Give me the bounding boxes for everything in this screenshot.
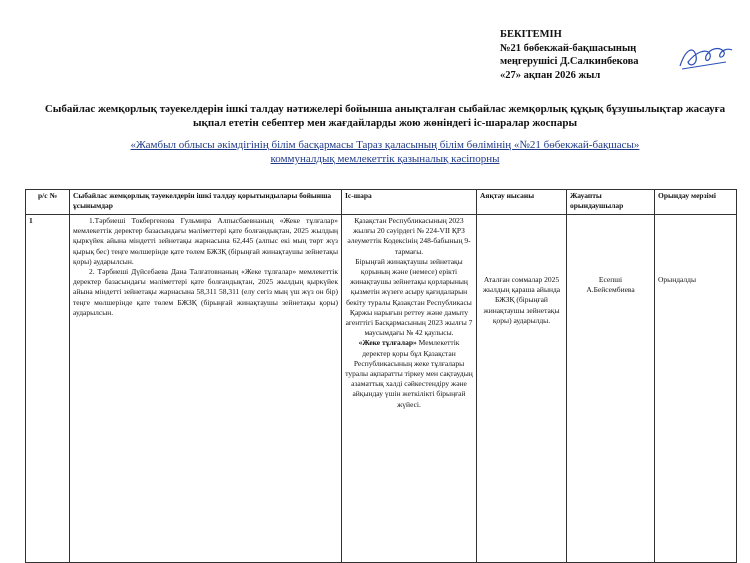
- document-title: Сыбайлас жемқорлық тәуекелдерін ішкі талдау нәтижелері бойынша анықталған сыбайлас жемқорлық құқық бұзушылықтар жасауға ықпал ететін себептер мен жағдайларды жою жөніндегі іс-шаралар жоспары: [44, 103, 726, 129]
- header-form: Аяқтау нысаны: [477, 190, 567, 215]
- subtitle-line-2: коммуналдық мемлекеттік қазыналық кәсіпорны: [270, 153, 500, 165]
- header-deadline: Орындау мерзімі: [655, 190, 737, 215]
- subtitle-line-1: «Жамбыл облысы әкімдігінің білім басқармасы Тараз қаласының білім бөлімінің «№21 бөбекжай-бақшасы»: [130, 139, 640, 151]
- approval-block: [500, 28, 639, 82]
- action-database-note: [345, 338, 473, 409]
- completion-form-cell: Аталған соммалар 2025 жылдың қараша айында БЖЗҚ (бірыңғай жинақтаушы зейнетақы қоры) аударылды.: [477, 215, 567, 563]
- proposal-item-1: 1.Тәрбиеші Токбергенова Гульмира Алпысбаевнаның «Жеке тұлғалар» мемлекеттік деректер базасындағы мәліметтері қате болғандықтан, 2025 жылдың қыркүйек айына міндетті зейнетақы жарнасына 62,445 (алпыс екі мың төрт жүз қырық бес) теңге мөлшерінде қате төлем БЖЗҚ (бірыңғай жинақтаушы зейнетақы қоры) аударылсын.: [73, 216, 338, 266]
- approval-head-name: меңгерушісі Д.Салкинбекова: [500, 56, 639, 67]
- action-regulation: Бірыңғай жинақтаушы зейнетақы қорының және (немесе) ерікті жинақтаушы зейнетақы қорларының қызметін жүзеге асыру қағидаларын бекіту туралы Қазақстан Республикасы Қаржы нарығын реттеу және дамыту агенттігі Басқармасының 2023 жылғы 7 маусымдағы № 42 қаулысы.: [345, 256, 473, 338]
- action-plan-table: [25, 189, 737, 563]
- action-legal-basis: Қазақстан Республикасының 2023 жылғы 20 сәуірдегі № 224-VII ҚРЗ әлеуметтік Кодексінің 248-бабының 9-тармағы.: [347, 216, 471, 256]
- proposal-item-2: 2. Тәрбиеші Дүйсебаева Дана Талғатовнаның «Жеке тұлғалар» мемлекеттік деректер базасындағы мәліметтері қате болғандықтан, 2025 жылдың қыркүйек айына міндетті зейнетақы жарнасына 58,311 58,311 (елу сегіз мың үш жүз он бір) теңге мөлшерінде қате төлем БЖЗҚ (бірыңғай жинақтаушы зейнетақы қоры) аударылсын.: [73, 267, 338, 317]
- action-database-name: «Жеке тұлғалар»: [358, 338, 417, 348]
- approval-heading: БЕКІТЕМІН: [500, 29, 562, 40]
- deadline-cell: Орындалды: [655, 215, 737, 563]
- header-num: р/с №: [26, 190, 70, 215]
- approval-institution: №21 бөбекжай-бақшасының: [500, 42, 637, 54]
- header-proposal: Сыбайлас жемқорлық тәуекелдерін ішкі талдау қорытындылары бойынша ұсынымдар: [70, 190, 342, 215]
- action-cell: [342, 215, 477, 563]
- responsible-position: Есепші: [598, 275, 623, 284]
- header-action: Іс-шара: [342, 190, 477, 215]
- approval-date: «27» ақпан 2026 жыл: [500, 69, 601, 81]
- action-database-text: Мемлекеттік деректер қоры бұл Қазақстан Республикасының жеке тұлғалары туралы ақпаратты тіркеу мен сақтаудың азаматтық халді сәйкестендіру және айқындау үшін жеткілікті бірыңғай жүйесі.: [345, 338, 473, 409]
- institution-subtitle: [40, 138, 730, 166]
- responsible-name: А.Бейсембиева: [586, 285, 635, 295]
- handwritten-signature: [676, 42, 734, 74]
- proposal-cell: [70, 215, 342, 563]
- header-responsible: Жауапты орындаушылар: [567, 190, 655, 215]
- table-header-row: [26, 190, 737, 215]
- table-row: [26, 215, 737, 563]
- responsible-cell: [567, 215, 655, 563]
- row-number: 1: [26, 215, 70, 563]
